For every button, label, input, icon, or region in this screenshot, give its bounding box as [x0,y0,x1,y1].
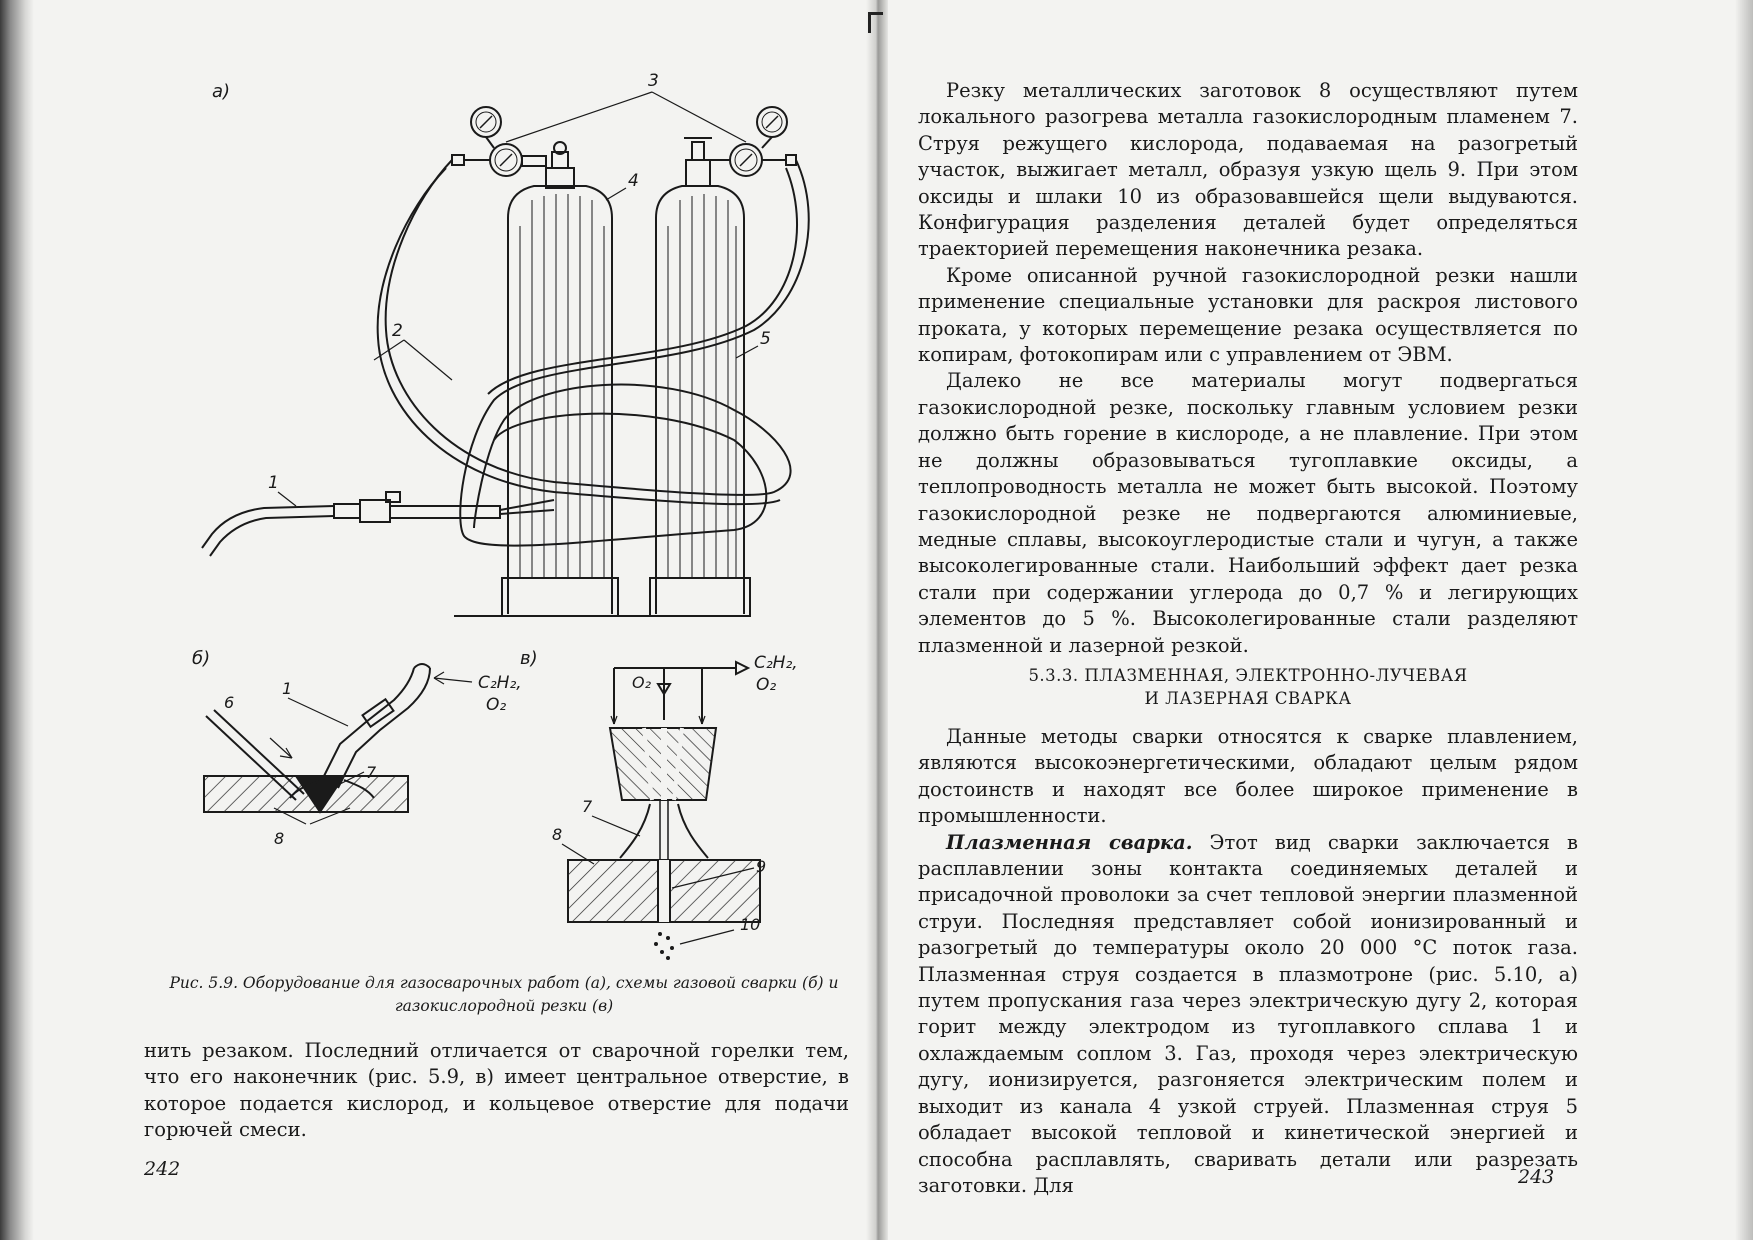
fig-v-num-9: 9 [756,857,767,876]
right-page-column [918,0,1578,1240]
scan-shadow-left [0,0,34,1240]
fig-label-v: в) [520,648,538,669]
plasma-text: Этот вид сварки заключается в расплавлении зоны контакта соединяемых деталей и присадочной проволоки за счет тепловой энергии плазменной струи. Последняя представляет собой ионизированный и разогретый до температуры около 20 000 °С поток газа. Плазменная струя создается в плазмотроне (рис. 5.10, а) путем пропускания газа через электрическую дугу 2, которая горит между электродом из тугоплавкого сплава 1 и охлаждаемым соплом 3. Газ, проходя через электрическую дугу, ионизируется, разгоняется электрическим полем и выходит из канала 4 узкой струей. Плазменная струя 5 обладает высокой тепловой и кинетической энергией и способна расплавлять, сваривать детали или разрезать заготовки. Для [918,830,1578,1197]
right-paragraph-3: Далеко не все материалы могут подвергаться газокислородной резке, поскольку главным условием резки должно быть горение в кислороде, а не плавление. При этом не должны образовываться тугоплавкие оксиды, а теплопроводность металла не может быть высокой. Поэтому газокислородной резке не подвергаются алюминиевые, медные сплавы, высокоуглеродистые стали и чугун, а также высоколегированные стали. Наибольший эффект дает резка стали при содержании углерода до 0,7 % и легирующих элементов до 5 %. Высоколегированные стали разделяют плазменной и лазерной резкой. [918,369,1578,657]
fig-num-4: 4 [628,171,639,191]
section-heading-line-1: 5.3.3. ПЛАЗМЕННАЯ, ЭЛЕКТРОННО-ЛУЧЕВАЯ [1028,666,1468,685]
fig-b-num-7: 7 [366,763,377,782]
right-top-text [918,78,1578,659]
book-gutter [866,0,888,1240]
right-paragraph-plasma [918,830,1578,1200]
fig-label-b: б) [192,648,211,669]
fig-num-5: 5 [760,329,771,349]
torch [202,492,554,556]
fig-b-gas-1: C₂H₂, [478,673,522,693]
fig-v-o2: O₂ [632,673,652,692]
fig-v-gas-1: C₂H₂, [754,653,798,673]
page-corner-mark [868,12,883,33]
section-heading [918,664,1578,710]
fig-num-2: 2 [392,321,403,341]
page-number-right: 243 [1518,1166,1555,1188]
right-paragraph-1: Резку металлических заготовок 8 осуществляют путем локального разогрева металла газокислородным пламенем 7. Струя режущего кислорода, подаваемая на разогретый участок, выжигает металл, образуя узкую щель 9. При этом оксиды и шлаки 10 из образовавшейся щели выдуваются. Конфигурация разделения деталей будет определяться траекторией перемещения наконечника резака. [918,79,1578,261]
fig-v-gas-2: O₂ [756,675,777,695]
fig-b-num-1: 1 [282,679,293,698]
fig-v-num-10: 10 [740,915,761,934]
scan-shadow-right [1735,0,1753,1240]
fig-b-num-8: 8 [274,829,285,848]
figure-caption: Рис. 5.9. Оборудование для газосварочных работ (а), схемы газовой сварки (б) и газокислородной резки (в) [169,974,839,1015]
fig-v-num-7: 7 [582,797,593,816]
right-page [888,0,1735,1240]
fig-label-a: а) [212,81,231,102]
fig-v-num-8: 8 [552,825,563,844]
cylinder-oxygen [650,138,750,616]
section-heading-line-2: И ЛАЗЕРНАЯ СВАРКА [1144,689,1352,708]
right-bottom-text [918,724,1578,1199]
right-paragraph-methods: Данные методы сварки относятся к сварке плавлением, являются высокоэнергетическими, обладают целым рядом достоинств и находят все более широкое применение в промышленности. [918,725,1578,828]
cutting-scheme [568,662,760,960]
figure-5-9 [34,0,866,960]
fig-b-num-6: 6 [224,693,235,712]
fig-num-3: 3 [648,71,659,91]
fig-num-1: 1 [268,473,279,493]
left-page-text [144,1038,849,1144]
left-paragraph: нить резаком. Последний отличается от сварочной горелки тем, что его наконечник (рис. 5.9, в) имеет центральное отверстие, в которое подается кислород, и кольцевое отверстие для подачи горючей смеси. [144,1039,849,1142]
plasma-title: Плазменная сварка. [946,830,1193,854]
right-paragraph-2: Кроме описанной ручной газокислородной резки нашли применение специальные установки для раскроя листового проката, у которых перемещение резака осуществляется по копирам, фотокопирам или с управлением от ЭВМ. [918,263,1578,367]
left-page [34,0,866,1240]
fig-b-gas-2: O₂ [486,695,507,715]
page-number-left: 242 [144,1158,181,1180]
regulator-right [710,107,796,176]
regulator-left [452,107,546,176]
welding-scheme [204,664,472,824]
